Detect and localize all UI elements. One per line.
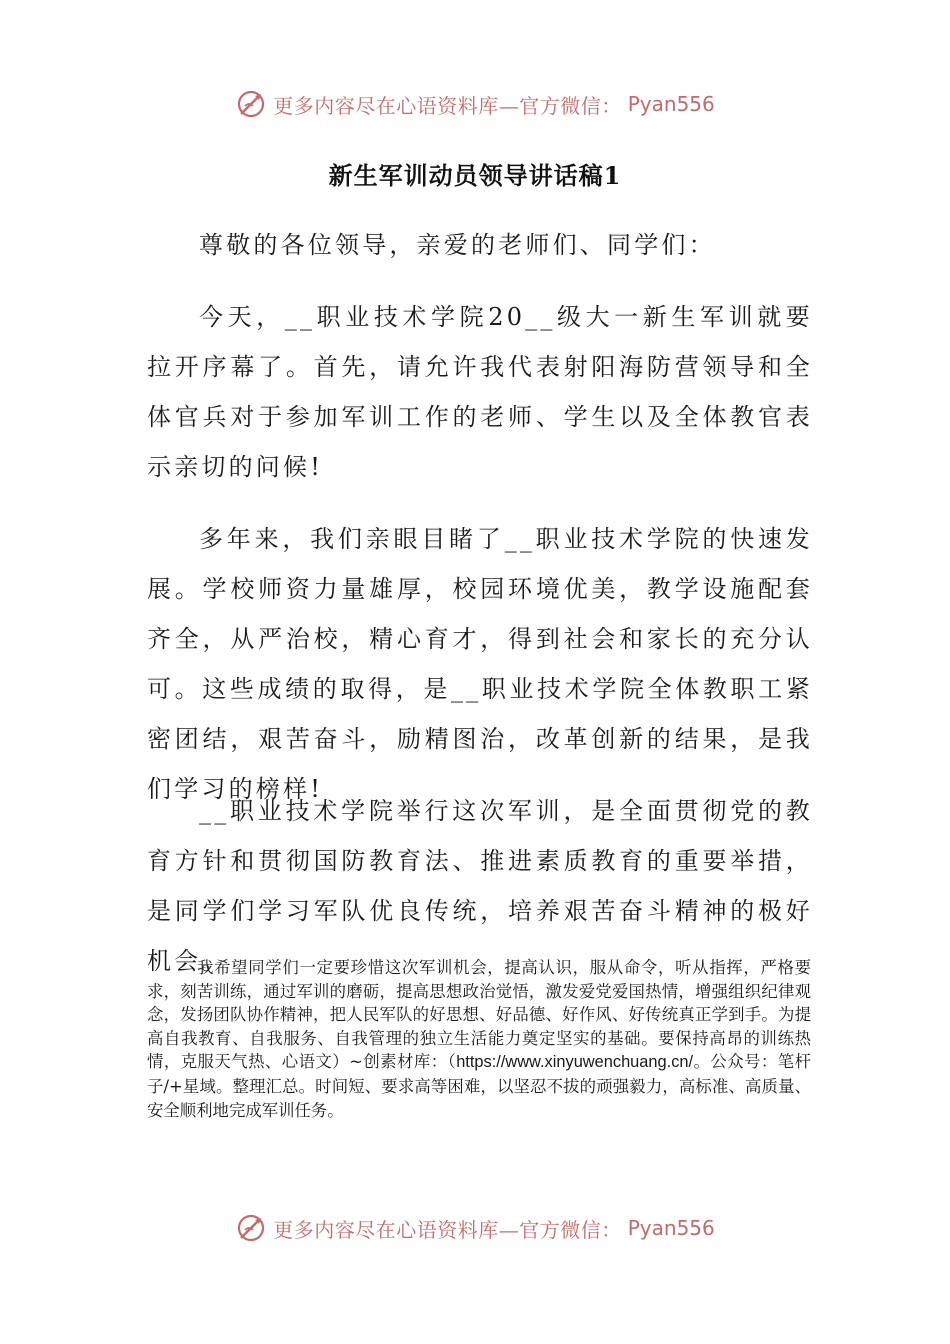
paragraph-3: __职业技术学院举行这次军训，是全面贯彻党的教育方针和贯彻国防教育法、推进素质教育的重要举措，是同学们学习军队优良传统，培养艰苦奋斗精神的极好机会。 <box>147 797 813 975</box>
paragraph-4-text-a: 我希望同学们一定要珍惜这次军训机会，提高认识，服从命令，听从指挥，严格要求，刻苦训练，通过军训的磨砺，提高思想政治觉悟，激发爱党爱国热情，增强组织纪律观念，发扬团队协作精神，把人民军队的好思想、好品德、好作风、好传统真正学到手。为提高自我教育、自我服务、自我管理的独立生活能力奠定坚实的基础。要保持高昂的训练热情，克服天气热、心语文）~创素材库：（ <box>147 958 811 1072</box>
watermark-text: 更多内容尽在心语资料库—官方微信： <box>273 93 622 118</box>
watermark-handle: Pyan556 <box>627 1216 715 1240</box>
watermark-text: 更多内容尽在心语资料库—官方微信： <box>273 1217 622 1242</box>
paragraph-1: 今天，__职业技术学院20__级大一新生军训就要拉开序幕了。首先，请允许我代表射阳海防营领导和全体官兵对于参加军训工作的老师、学生以及全体教官表示亲切的问候! <box>147 303 813 481</box>
watermark-handle: Pyan556 <box>627 92 715 116</box>
document-title: 新生军训动员领导讲话稿1 <box>328 161 622 190</box>
paragraph-4 <box>147 956 811 1122</box>
watermark-header <box>0 84 950 124</box>
paragraph-2: 多年来，我们亲眼目睹了__职业技术学院的快速发展。学校师资力量雄厚，校园环境优美，教学设施配套齐全，从严治校，精心育才，得到社会和家长的充分认可。这些成绩的取得，是__职业技术学院全体教职工紧密团结，艰苦奋斗，励精图治，改革创新的结果，是我们学习的榜样! <box>147 525 813 803</box>
paragraph-4-text-b: 。公众号：笔杆子/+星域。整理汇总。时间短、要求高等困难，以坚忍不拔的顽强毅力，高标准、高质量、安全顺利地完成军训任务。 <box>147 1052 811 1120</box>
source-url: https://www.xinyuwenchuang.cn/ <box>456 1053 694 1072</box>
greeting: 尊敬的各位领导，亲爱的老师们、同学们： <box>199 231 716 259</box>
brand-logo-icon <box>235 88 267 120</box>
watermark-footer <box>0 1208 950 1248</box>
brand-logo-icon <box>235 1212 267 1244</box>
